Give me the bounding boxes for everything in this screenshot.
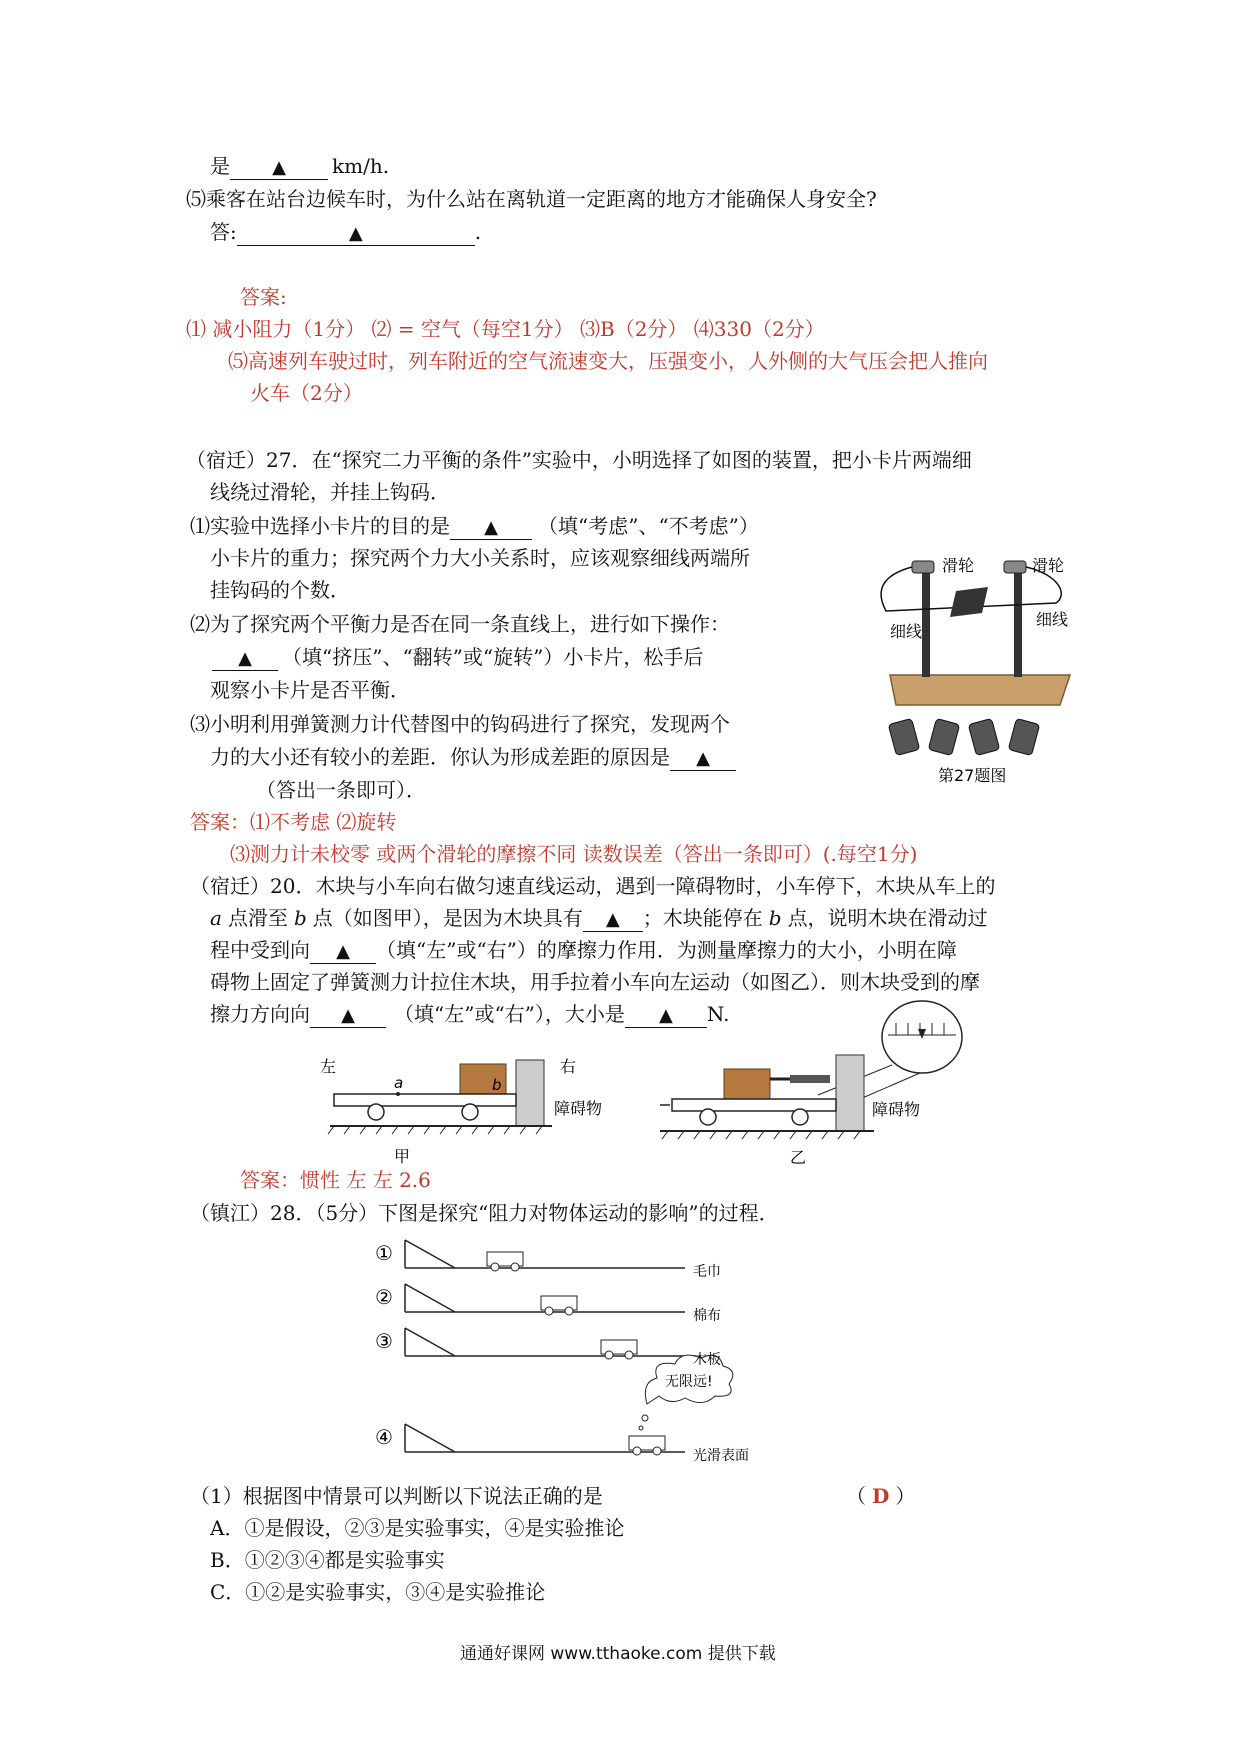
q27-text: 观察小卡片是否平衡． bbox=[210, 678, 410, 702]
q27-part2-blank: ▲ （填“挤压”、“翻转”或“旋转”）小卡片，松手后 bbox=[212, 643, 703, 671]
option-b: B．①②③④都是实验事实 bbox=[210, 1548, 445, 1572]
label-pulley-right: 滑轮 bbox=[1032, 556, 1065, 575]
surface-smooth: 光滑表面 bbox=[693, 1448, 749, 1464]
answer-blank: ▲ bbox=[310, 1003, 386, 1028]
question-5: ⑸乘客在站台边候车时，为什么站在离轨道一定距离的地方才能确保人身安全? bbox=[186, 187, 877, 211]
pulley-left bbox=[912, 561, 934, 573]
figure-20-jia bbox=[310, 1050, 630, 1170]
label-2: ② bbox=[375, 1285, 393, 1309]
surface-board: 木板 bbox=[693, 1352, 721, 1368]
cart bbox=[334, 1094, 516, 1106]
answer-27: ⑶测力计未校零 或两个滑轮的摩擦不同 读数误差（答出一条即可）(.每空1分) bbox=[230, 842, 918, 866]
answer-blank: ▲ bbox=[212, 646, 278, 671]
q20-text: a 点滑至 b 点（如图甲），是因为木块具有 ▲ ；木块能停在 b 点，说明木块在滑动过 bbox=[210, 906, 988, 930]
q-line-speed: 是 ▲ km/h. bbox=[210, 154, 390, 178]
label-jia: 甲 bbox=[394, 1147, 411, 1166]
obstacle bbox=[516, 1060, 544, 1126]
answer-blank: ▲ bbox=[625, 1003, 707, 1028]
answer-blank: ▲ bbox=[583, 907, 643, 932]
pulley-right bbox=[1004, 561, 1026, 573]
label-pulley-left: 滑轮 bbox=[942, 556, 975, 575]
bubble-text: 无限远! bbox=[665, 1374, 713, 1390]
figure-27-apparatus bbox=[860, 525, 1090, 785]
surface-cotton: 棉布 bbox=[693, 1308, 721, 1324]
label-3: ③ bbox=[375, 1329, 393, 1353]
q20-text: （宿迁）20．木块与小车向右做匀速直线运动，遇到一障碍物时，小车停下，木块从车上的 bbox=[190, 874, 996, 898]
post-right bbox=[1014, 565, 1022, 677]
figure-28-ramps bbox=[375, 1232, 775, 1472]
cart bbox=[672, 1099, 836, 1111]
q27-text: 挂钩码的个数． bbox=[210, 578, 350, 602]
footer: 通通好课网 www.tthaoke.com 提供下载 bbox=[460, 1644, 776, 1664]
label-right: 右 bbox=[560, 1057, 577, 1076]
figure-caption: 第27题图 bbox=[938, 766, 1007, 785]
wood-block bbox=[724, 1069, 770, 1099]
label-yi: 乙 bbox=[790, 1148, 807, 1167]
q20-text: 程中受到向 ▲ （填“左”或“右”）的摩擦力作用．为测量摩擦力的大小，小明在障 bbox=[210, 938, 957, 962]
option-a: A．①是假设，②③是实验事实，④是实验推论 bbox=[210, 1516, 625, 1540]
q28-answer: （ D ） bbox=[846, 1484, 916, 1508]
q28-intro: （镇江）28．（5分）下图是探究“阻力对物体运动的影响”的过程． bbox=[190, 1201, 779, 1225]
answer-27: 答案：⑴不考虑 ⑵旋转 bbox=[190, 810, 397, 834]
label-obstacle: 障碍物 bbox=[554, 1099, 603, 1118]
answer-blank: ▲ bbox=[237, 221, 475, 246]
label-obstacle: 障碍物 bbox=[872, 1100, 921, 1119]
option-c: C．①②是实验事实，③④是实验推论 bbox=[210, 1580, 546, 1604]
answer-blank: ▲ bbox=[450, 515, 532, 540]
board bbox=[890, 675, 1070, 705]
label-a: a bbox=[394, 1074, 404, 1092]
small-card bbox=[950, 587, 988, 617]
q27-text: 小卡片的重力；探究两个力大小关系时，应该观察细线两端所 bbox=[210, 546, 750, 570]
answer-line: ⑸高速列车驶过时，列车附近的空气流速变大，压强变小，人外侧的大气压会把人推向 bbox=[228, 349, 988, 373]
label-string-right: 细线 bbox=[1036, 610, 1069, 629]
ramp-row-2 bbox=[405, 1284, 685, 1315]
q27-text: （答出一条即可）． bbox=[256, 778, 426, 802]
figure-20-yi bbox=[660, 995, 990, 1170]
post-left bbox=[922, 565, 930, 677]
answer-line-5: 答: ▲ . bbox=[210, 220, 482, 244]
surface-towel: 毛巾 bbox=[693, 1264, 721, 1280]
label-b: b bbox=[492, 1076, 502, 1094]
answer-line: ⑴ 减小阻力（1分） ⑵ = 空气（每空1分） ⑶B（2分） ⑷330（2分） bbox=[186, 317, 825, 341]
answer-blank: ▲ bbox=[310, 939, 376, 964]
hook-weights bbox=[888, 718, 1039, 755]
q27-part1: ⑴实验中选择小卡片的目的是 ▲ （填“考虑”、“不考虑”） bbox=[190, 514, 759, 538]
q27-intro: （宿迁）27．在“探究二力平衡的条件”实验中，小明选择了如图的装置，把小卡片两端细 bbox=[186, 448, 972, 472]
label-left: 左 bbox=[320, 1057, 337, 1076]
obstacle bbox=[836, 1055, 864, 1131]
label-4: ④ bbox=[375, 1425, 393, 1449]
q28-part1: （1）根据图中情景可以判断以下说法正确的是 bbox=[190, 1484, 603, 1508]
ramp-row-4 bbox=[405, 1355, 733, 1455]
answer-20: 答案：惯性 左 左 2.6 bbox=[240, 1168, 431, 1192]
answer-line: 火车（2分） bbox=[250, 381, 363, 405]
answer-title: 答案: bbox=[240, 285, 287, 309]
q27-part3-blank: 力的大小还有较小的差距．你认为形成差距的原因是 ▲ bbox=[210, 743, 736, 771]
q27-part2: ⑵为了探究两个平衡力是否在同一条直线上，进行如下操作： bbox=[190, 612, 730, 636]
answer-blank: ▲ bbox=[230, 155, 328, 180]
q27-intro: 线绕过滑轮，并挂上钩码． bbox=[210, 480, 450, 504]
ramp-row-1 bbox=[405, 1240, 685, 1271]
label-string-left: 细线 bbox=[890, 622, 923, 641]
ramp-row-3 bbox=[405, 1328, 685, 1359]
q20-text: 擦力方向向 ▲ （填“左”或“右”），大小是 ▲ N. bbox=[210, 1002, 730, 1026]
q20-text: 碍物上固定了弹簧测力计拉住木块，用手拉着小车向左运动（如图乙）．则木块受到的摩 bbox=[210, 970, 980, 994]
answer-blank: ▲ bbox=[670, 746, 736, 771]
q27-part3: ⑶小明利用弹簧测力计代替图中的钩码进行了探究，发现两个 bbox=[190, 712, 730, 736]
label-1: ① bbox=[375, 1241, 393, 1265]
